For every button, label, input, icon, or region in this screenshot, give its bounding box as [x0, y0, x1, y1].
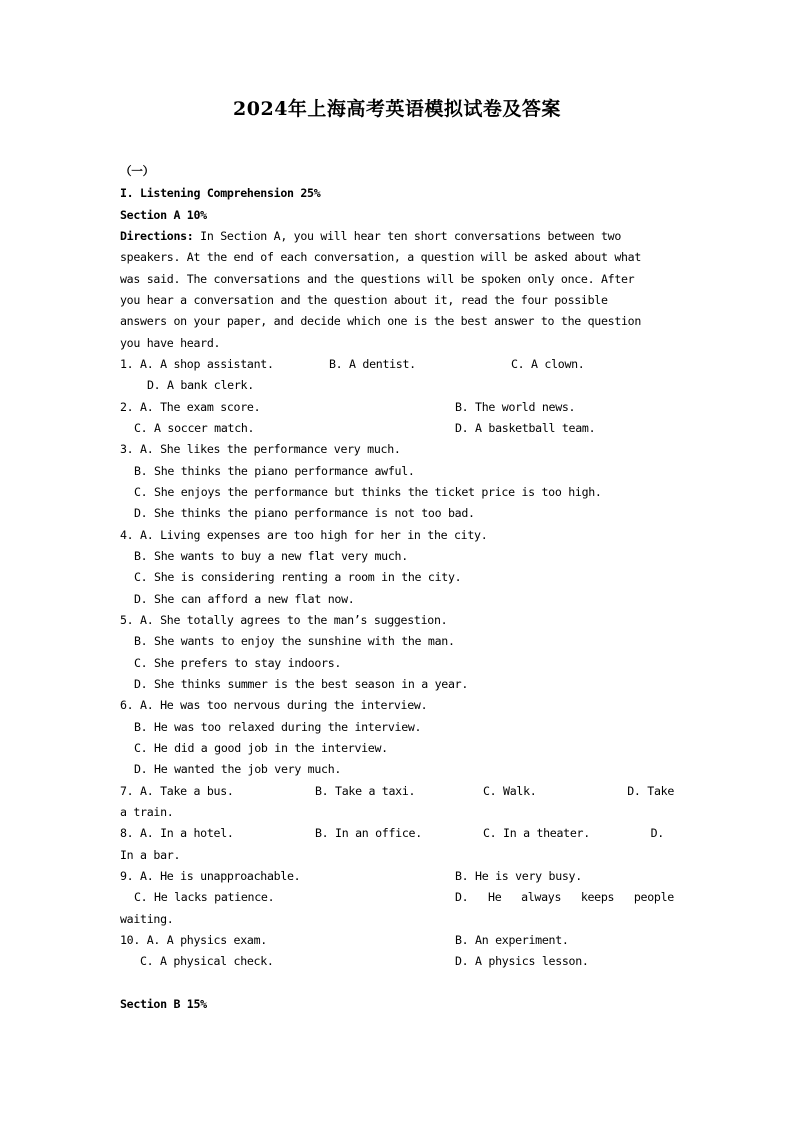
- q8-option-c: C. In a theater.: [483, 826, 590, 840]
- question-7-row: [120, 781, 674, 802]
- q8-option-a: 8. A. In a hotel.: [120, 826, 234, 840]
- q7-option-b: B. Take a taxi.: [315, 784, 416, 798]
- q7-option-d-cont: a train.: [120, 805, 174, 819]
- directions-line-2: speakers. At the end of each conversation, a question will be asked about what: [120, 250, 642, 264]
- question-1-row: [120, 354, 674, 375]
- q8-option-d: D.: [650, 826, 664, 840]
- q8-option-b: B. In an office.: [315, 826, 422, 840]
- q9-d-word: D.: [455, 890, 469, 904]
- q5-option-c: C. She prefers to stay indoors.: [134, 656, 342, 670]
- q9-option-d-cont: waiting.: [120, 912, 174, 926]
- directions-label: Directions:: [120, 229, 194, 243]
- q2-option-d: D. A basketball team.: [455, 421, 596, 435]
- q8-option-d-cont: In a bar.: [120, 848, 181, 862]
- section-heading-listening: I. Listening Comprehension 25%: [120, 186, 321, 200]
- q9-d-word: keeps: [580, 890, 615, 904]
- directions-line-5: answers on your paper, and decide which one is the best answer to the question: [120, 314, 642, 328]
- question-2-row-2: [120, 418, 674, 439]
- q3-option-d: D. She thinks the piano performance is not too bad.: [134, 506, 475, 520]
- q9-d-word: people: [633, 890, 674, 904]
- q7-option-c: C. Walk.: [483, 784, 537, 798]
- q6-option-c: C. He did a good job in the interview.: [134, 741, 388, 755]
- q6-option-d: D. He wanted the job very much.: [134, 762, 342, 776]
- question-9-row: [120, 866, 674, 887]
- q2-option-c: C. A soccer match.: [134, 421, 255, 435]
- q4-option-a: 4. A. Living expenses are too high for her in the city.: [120, 528, 488, 542]
- question-9-row-2: [120, 887, 674, 908]
- q3-option-c: C. She enjoys the performance but thinks the ticket price is too high.: [134, 485, 602, 499]
- directions-line-4: you hear a conversation and the question about it, read the four possible: [120, 293, 608, 307]
- q4-option-c: C. She is considering renting a room in the city.: [134, 570, 462, 584]
- q10-option-d: D. A physics lesson.: [455, 954, 589, 968]
- q10-option-a: 10. A. A physics exam.: [120, 933, 267, 947]
- question-1-row-2: [120, 375, 674, 396]
- question-10-row-2: [120, 951, 674, 972]
- directions-text: In Section A, you will hear ten short conversations between two: [193, 229, 622, 243]
- q10-option-c: C. A physical check.: [140, 954, 274, 968]
- q1-option-b: B. A dentist.: [329, 357, 416, 371]
- q7-option-a: 7. A. Take a bus.: [120, 784, 234, 798]
- q5-option-b: B. She wants to enjoy the sunshine with the man.: [134, 634, 455, 648]
- page-title: 2024年上海高考英语模拟试卷及答案: [233, 98, 561, 120]
- section-a-heading: Section A 10%: [120, 208, 207, 222]
- q9-d-word: always: [521, 890, 562, 904]
- q10-option-b: B. An experiment.: [455, 933, 569, 947]
- q1-option-a: 1. A. A shop assistant.: [120, 357, 274, 371]
- q9-option-d: [455, 887, 674, 908]
- part-marker: （一）: [120, 164, 154, 178]
- q5-option-a: 5. A. She totally agrees to the man’s suggestion.: [120, 613, 448, 627]
- q9-option-a: 9. A. He is unapproachable.: [120, 869, 301, 883]
- q3-option-b: B. She thinks the piano performance awful.: [134, 464, 415, 478]
- q7-option-d: D. Take: [627, 784, 674, 798]
- q1-option-c: C. A clown.: [511, 357, 585, 371]
- directions-line-1: [120, 226, 674, 247]
- q6-option-b: B. He was too relaxed during the interview.: [134, 720, 422, 734]
- q4-option-d: D. She can afford a new flat now.: [134, 592, 355, 606]
- question-8-row: [120, 823, 674, 844]
- q6-option-a: 6. A. He was too nervous during the interview.: [120, 698, 428, 712]
- q9-option-c: C. He lacks patience.: [134, 890, 275, 904]
- q1-option-d: D. A bank clerk.: [147, 378, 254, 392]
- q5-option-d: D. She thinks summer is the best season in a year.: [134, 677, 469, 691]
- q3-option-a: 3. A. She likes the performance very much.: [120, 442, 401, 456]
- q9-option-b: B. He is very busy.: [455, 869, 582, 883]
- section-b-heading: Section B 15%: [120, 997, 207, 1011]
- question-10-row: [120, 930, 674, 951]
- q4-option-b: B. She wants to buy a new flat very much.: [134, 549, 408, 563]
- question-2-row: [120, 397, 674, 418]
- directions-line-6: you have heard.: [120, 336, 221, 350]
- q9-d-word: He: [488, 890, 502, 904]
- q2-option-a: 2. A. The exam score.: [120, 400, 261, 414]
- directions-line-3: was said. The conversations and the questions will be spoken only once. After: [120, 272, 635, 286]
- q2-option-b: B. The world news.: [455, 400, 576, 414]
